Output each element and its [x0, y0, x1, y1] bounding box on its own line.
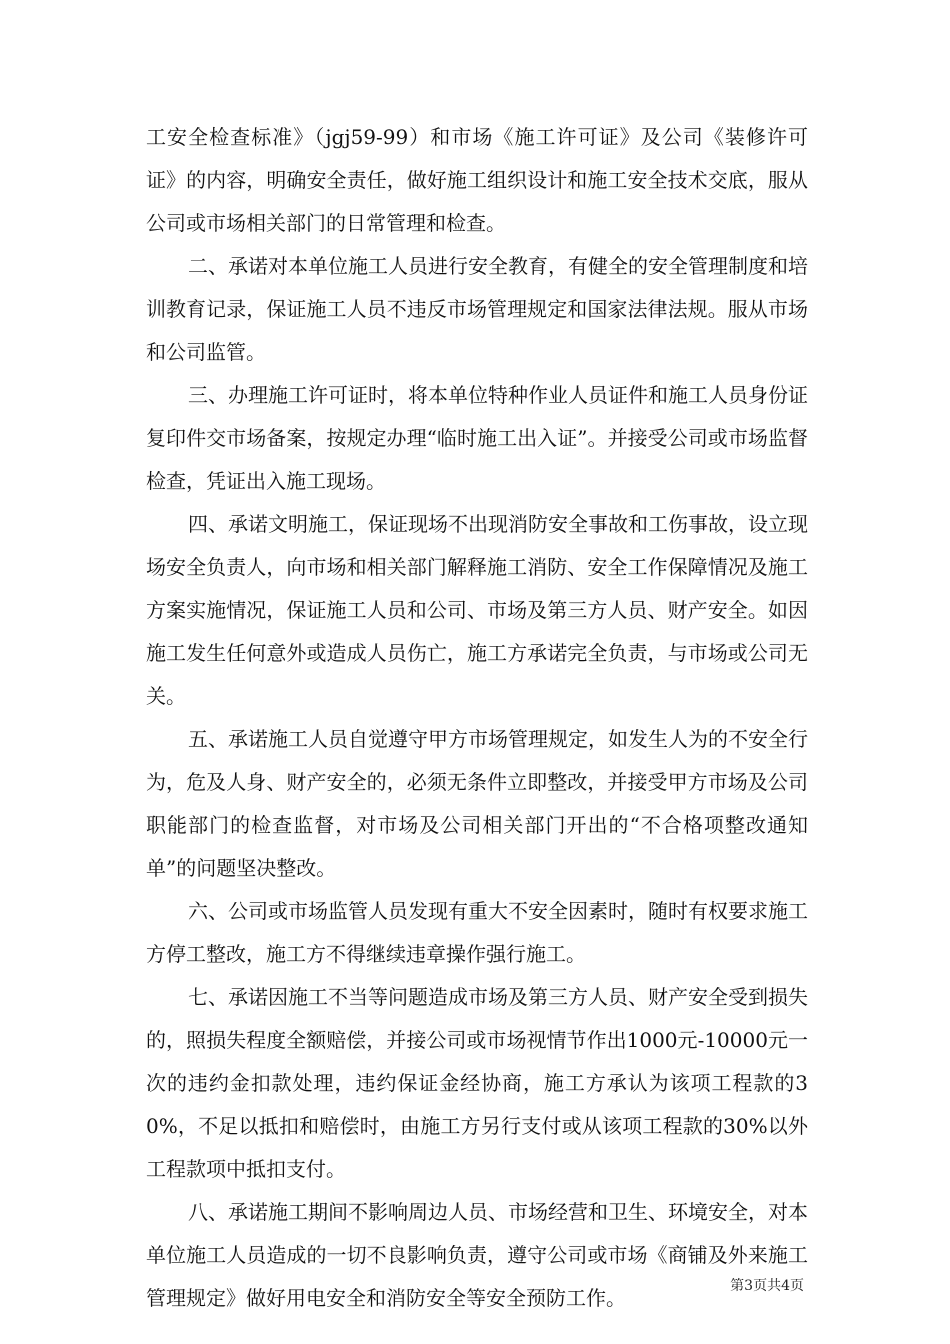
paragraph-clause-2-safety-education: 二、承诺对本单位施工人员进行安全教育，有健全的安全管理制度和培训教育记录，保证施工人员不违反市场管理规定和国家法律法规。服从市场和公司监管。 — [146, 254, 808, 364]
document-body — [146, 116, 808, 1320]
paragraph-continued-standards: 工安全检查标准》（jgj59-99）和市场《施工许可证》及公司《装修许可证》的内容，明确安全责任，做好施工组织设计和施工安全技术交底，服从公司或市场相关部门的日常管理和检查。 — [146, 125, 808, 235]
paragraph-clause-5-market-rules: 五、承诺施工人员自觉遵守甲方市场管理规定，如发生人为的不安全行为，危及人身、财产安全的，必须无条件立即整改，并接受甲方市场及公司职能部门的检查监督，对市场及公司相关部门开出的“不合格项整改通知单”的问题坚决整改。 — [146, 727, 808, 880]
paragraph-clause-3-construction-permit: 三、办理施工许可证时，将本单位特种作业人员证件和施工人员身份证复印件交市场备案，按规定办理“临时施工出入证”。并接受公司或市场监督检查，凭证出入施工现场。 — [146, 383, 808, 493]
page-number: 第3页共4页 — [730, 1278, 804, 1294]
paragraph-clause-8-surroundings: 八、承诺施工期间不影响周边人员、市场经营和卫生、环境安全，对本单位施工人员造成的一切不良影响负责，遵守公司或市场《商铺及外来施工管理规定》做好用电安全和消防安全等安全预防工作。 — [146, 1200, 808, 1310]
paragraph-clause-6-stop-work: 六、公司或市场监管人员发现有重大不安全因素时，随时有权要求施工方停工整改，施工方不得继续违章操作强行施工。 — [146, 899, 808, 966]
paragraph-clause-4-civilized-construction: 四、承诺文明施工，保证现场不出现消防安全事故和工伤事故，设立现场安全负责人，向市场和相关部门解释施工消防、安全工作保障情况及施工方案实施情况，保证施工人员和公司、市场及第三方人员、财产安全。如因施工发生任何意外或造成人员伤亡，施工方承诺完全负责，与市场或公司无关。 — [146, 512, 808, 708]
paragraph-clause-7-compensation: 七、承诺因施工不当等问题造成市场及第三方人员、财产安全受到损失的，照损失程度全额赔偿，并接公司或市场视情节作出1000元-10000元一次的违约金扣款处理，违约保证金经协商，施工方承认为该项工程款的30%，不足以抵扣和赔偿时，由施工方另行支付或从该项工程款的30%以外工程款项中抵扣支付。 — [146, 985, 808, 1181]
